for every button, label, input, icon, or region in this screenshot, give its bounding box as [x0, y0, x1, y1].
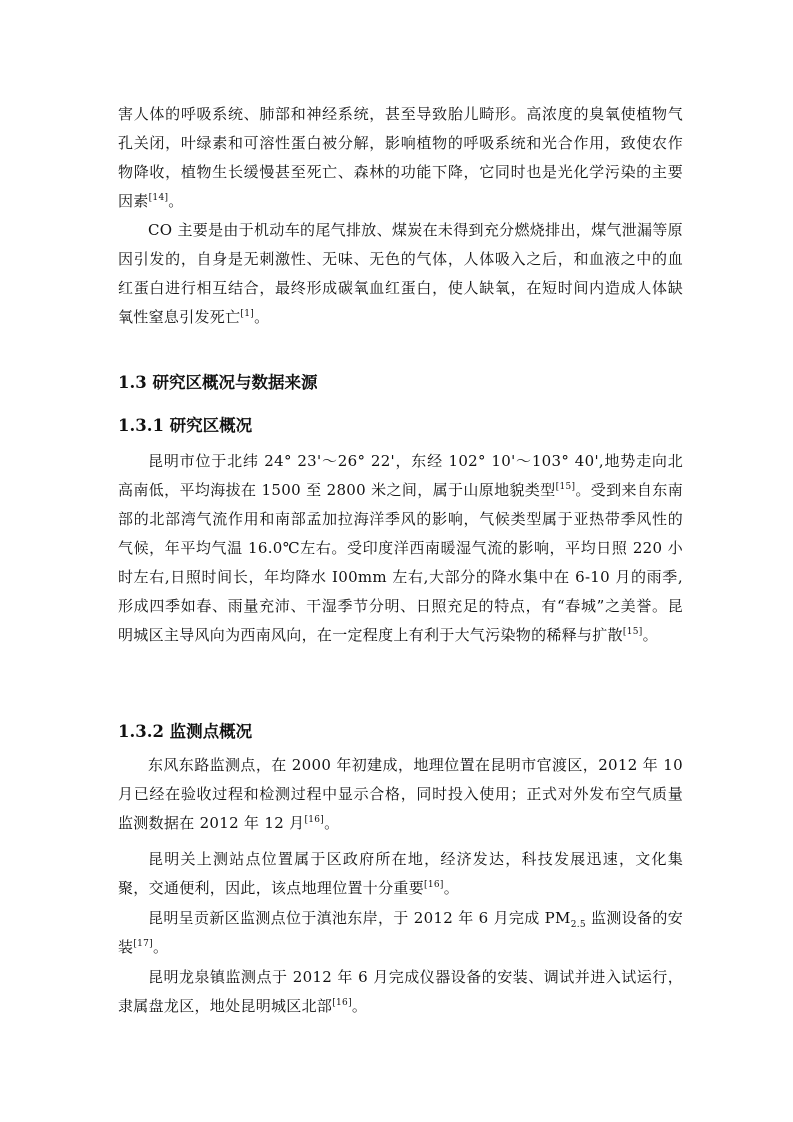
paragraph-end: 。	[168, 192, 184, 210]
citation: [1]	[240, 309, 255, 319]
paragraph-text: CO 主要是由于机动车的尾气排放、煤炭在未得到充分燃烧排出，煤气泄漏等原因引发的，自身是无刺激性、无味、无色的气体，人体吸入之后，和血液之中的血红蛋白进行相互结合，最终形成碳氧血红蛋白，使人缺氧，在短时间内造成人体缺氧性窒息引发死亡	[118, 221, 683, 326]
citation: [14]	[148, 193, 169, 203]
paragraph-text: 昆明关上测站点位置属于区政府所在地，经济发达，科技发展迅速，文化集聚，交通便利，因此，该点地理位置十分重要	[118, 850, 683, 897]
paragraph-text: 昆明呈贡新区监测点位于滇池东岸，于 2012 年 6 月完成 PM	[148, 909, 571, 927]
paragraph-guanshang-station	[118, 845, 683, 903]
citation: [17]	[133, 939, 153, 949]
paragraph-text: 昆明市位于北纬 24° 23'～26° 22'，东经 102° 10'～103° 40',地势走向北高南低，平均海拔在 1500 至 2800 米之间，属于山原地貌类型	[118, 452, 683, 499]
paragraph-dongfeng-station	[118, 751, 683, 838]
paragraph-end: 。	[642, 626, 658, 644]
citation: [15]	[622, 627, 643, 637]
paragraph-end: 。	[443, 879, 460, 897]
paragraph-co-effects	[118, 216, 683, 332]
paragraph-longquan-station	[118, 963, 683, 1021]
paragraph-study-area	[118, 447, 683, 650]
paragraph-text: 害人体的呼吸系统、肺部和神经系统，甚至导致胎儿畸形。高浓度的臭氧使植物气孔关闭，叶绿素和可溶性蛋白被分解，影响植物的呼吸系统和光合作用，致使农作物降收，植物生长缓慢甚至死亡、森林的功能下降，它同时也是光化学污染的主要因素	[118, 105, 683, 210]
paragraph-text: 东风东路监测点，在 2000 年初建成，地理位置在昆明市官渡区，2012 年 10 月已经在验收过程和检测过程中显示合格，同时投入使用；正式对外发布空气质量监测数据在 2012 年 12 月	[118, 756, 683, 832]
citation: [16]	[332, 998, 352, 1008]
paragraph-end: 。	[254, 308, 270, 326]
citation: [15]	[555, 482, 576, 492]
paragraph-ozone-effects	[118, 100, 683, 216]
section-heading-1-3-1: 1.3.1 研究区概况	[118, 416, 253, 435]
pm-subscript: 2.5	[570, 920, 586, 930]
paragraph-end: 。	[324, 814, 340, 832]
paragraph-text-continued: 。受到来自东南部的北部湾气流作用和南部孟加拉海洋季风的影响，气候类型属于亚热带季风性的气候，年平均气温 16.0℃左右。受印度洋西南暖湿气流的影响，平均日照 220 小时左右,日照时间长，年均降水 I00mm 左右,大部分的降水集中在 6-10 月的雨季,形成四季如春、雨量充沛、干湿季节分明、日照充足的特点，有“春城”之美誉。昆明城区主导风向为西南风向，在一定程度上有利于大气污染物的稀释与扩散	[118, 481, 683, 644]
paragraph-chenggong-station	[118, 904, 683, 962]
paragraph-end: 。	[153, 938, 169, 956]
citation: [16]	[304, 815, 325, 825]
section-heading-1-3: 1.3 研究区概况与数据来源	[118, 373, 318, 392]
paragraph-end: 。	[351, 997, 368, 1015]
section-heading-1-3-2: 1.3.2 监测点概况	[118, 722, 253, 741]
paragraph-text-continued: 监测设备的安装	[118, 909, 683, 956]
paragraph-text: 昆明龙泉镇监测点于 2012 年 6 月完成仪器设备的安装、调试并进入试运行，隶属盘龙区，地处昆明城区北部	[118, 968, 683, 1015]
citation: [16]	[424, 880, 444, 890]
